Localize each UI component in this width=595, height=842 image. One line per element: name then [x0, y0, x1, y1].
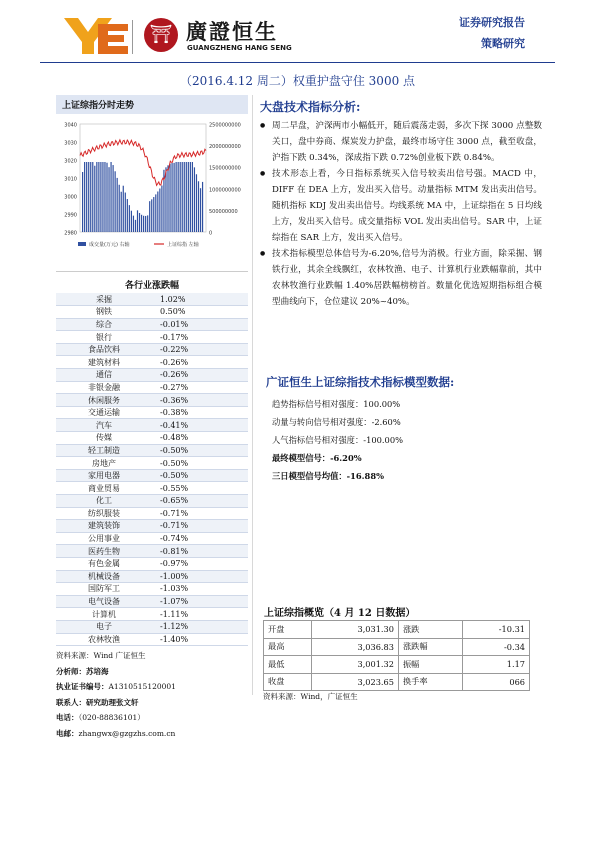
volume-bar — [161, 186, 162, 232]
table-row — [56, 482, 248, 495]
industry-name: 综合 — [56, 318, 152, 331]
volume-bar — [88, 162, 89, 232]
volume-bar — [108, 167, 109, 232]
volume-bar — [129, 205, 130, 232]
phone-value: （020-88836101） — [78, 713, 145, 723]
volume-bar — [165, 167, 166, 232]
industry-change: -0.38% — [152, 406, 248, 419]
industry-change: -0.17% — [152, 331, 248, 344]
industry-name: 商业贸易 — [56, 482, 152, 495]
brand-logo — [64, 14, 314, 60]
column-divider — [252, 95, 253, 695]
volume-bar — [194, 167, 195, 232]
intraday-chart-svg — [56, 114, 248, 272]
overview-value: 1.17 — [462, 656, 529, 674]
analysis-section — [260, 98, 542, 310]
ye-logo-icon — [64, 16, 128, 56]
industry-change: -0.81% — [152, 545, 248, 558]
industry-name: 化工 — [56, 495, 152, 508]
table-row — [56, 457, 248, 470]
industry-change: -0.26% — [152, 356, 248, 369]
volume-bar — [84, 162, 85, 232]
volume-bar — [190, 162, 191, 232]
overview-label: 振幅 — [398, 656, 462, 674]
overview-label: 开盘 — [264, 621, 312, 639]
model-data — [272, 395, 403, 485]
volume-bar — [135, 220, 136, 232]
page-title: （2016.4.12 周二）权重护盘守住 3000 点 — [179, 74, 416, 88]
industry-name: 有色金属 — [56, 557, 152, 570]
industry-change: -1.12% — [152, 620, 248, 633]
overview-value: -0.34 — [462, 638, 529, 656]
volume-bar — [143, 216, 144, 232]
industry-name: 机械设备 — [56, 570, 152, 583]
y-left-tick: 3000 — [64, 194, 77, 201]
industry-change: -1.11% — [152, 608, 248, 621]
industry-change: -0.50% — [152, 444, 248, 457]
overview-value: 066 — [462, 673, 529, 691]
industry-change: -0.97% — [152, 557, 248, 570]
volume-bar — [92, 162, 93, 232]
overview-label: 收盘 — [264, 673, 312, 691]
y-right-tick: 0 — [209, 230, 213, 237]
volume-bar — [121, 192, 122, 232]
left-source: 资料来源：Wind 广证恒生 — [56, 651, 146, 661]
overview-source: 资料来源：Wind，广证恒生 — [263, 692, 358, 701]
report-subtype: 策略研究 — [481, 37, 525, 50]
email-link[interactable]: zhangwx@gzgzhs.com.cn — [78, 728, 176, 738]
volume-bar — [157, 191, 158, 232]
contact: 联系人：研究助理张文轩 — [56, 697, 139, 707]
table-row — [56, 633, 248, 646]
industry-change: -0.48% — [152, 432, 248, 445]
industry-change: -1.07% — [152, 595, 248, 608]
industry-name: 钢铁 — [56, 306, 152, 319]
table-row — [56, 343, 248, 356]
brand-name-cn: 廣證恒生 — [186, 20, 278, 44]
industry-change: -0.71% — [152, 507, 248, 520]
legend-volume-label: 成交量(万元) 右轴 — [89, 242, 130, 248]
table-row — [56, 595, 248, 608]
industry-name: 计算机 — [56, 608, 152, 621]
volume-bar — [188, 162, 189, 232]
table-row — [56, 444, 248, 457]
table-row — [56, 495, 248, 508]
table-row — [56, 381, 248, 394]
volume-bar — [119, 185, 120, 232]
final-signal: 最终模型信号：-6.20% — [272, 453, 362, 463]
phone-line — [56, 710, 248, 726]
industry-change: -0.55% — [152, 482, 248, 495]
volume-bar — [98, 162, 99, 232]
table-row — [56, 356, 248, 369]
volume-bar — [139, 213, 140, 232]
overview-table — [263, 620, 530, 691]
industry-change: -0.50% — [152, 457, 248, 470]
volume-bar — [110, 162, 111, 232]
analysis-heading: 大盘技术指标分析: — [260, 100, 361, 114]
overview-value: -10.31 — [462, 621, 529, 639]
table-row — [56, 545, 248, 558]
volume-bar — [106, 163, 107, 232]
industry-change: -1.00% — [152, 570, 248, 583]
table-row — [56, 369, 248, 382]
volume-bar — [96, 162, 97, 232]
model-heading: 广证恒生上证综指技术指标模型数据: — [266, 375, 455, 389]
volume-bar — [202, 182, 203, 232]
volume-bar — [192, 162, 193, 232]
industry-name: 国防军工 — [56, 583, 152, 596]
volume-bar — [102, 162, 103, 232]
industry-change: 1.02% — [152, 293, 248, 306]
volume-bar — [200, 188, 201, 232]
volume-bar — [117, 178, 118, 232]
three-day-signal: 三日模型信号均值：-16.88% — [272, 471, 384, 481]
overview-label: 涨跌幅 — [398, 638, 462, 656]
volume-bar — [176, 162, 177, 232]
volume-bar — [155, 194, 156, 232]
volume-bar — [115, 171, 116, 232]
y-left-tick: 3030 — [64, 140, 77, 147]
industry-name: 农林牧渔 — [56, 633, 152, 646]
left-footer — [56, 648, 248, 741]
table-row — [56, 406, 248, 419]
volume-bar — [113, 165, 114, 232]
industry-name: 通信 — [56, 369, 152, 382]
volume-bar — [147, 215, 148, 232]
brand-name-en: GUANGZHENG HANG SENG — [187, 44, 292, 52]
volume-bar — [137, 210, 138, 232]
cert-line — [56, 679, 248, 695]
report-type: 证券研究报告 — [459, 16, 525, 29]
industry-table — [56, 293, 248, 646]
volume-bar — [145, 216, 146, 232]
overview-value: 3,001.32 — [312, 656, 399, 674]
cert-value: A1310515120001 — [108, 682, 176, 692]
overview-value: 3,031.30 — [312, 621, 399, 639]
industry-name: 医药生物 — [56, 545, 152, 558]
table-row — [264, 656, 530, 674]
volume-bar — [125, 193, 126, 232]
industry-change: -1.03% — [152, 583, 248, 596]
email-line — [56, 726, 248, 742]
y-left-tick: 3040 — [64, 122, 77, 129]
table-row — [56, 293, 248, 306]
analyst: 分析师：苏培海 — [56, 666, 109, 676]
table-row — [264, 673, 530, 691]
y-left-tick: 2990 — [64, 212, 77, 219]
report-header — [459, 14, 525, 51]
table-row — [56, 419, 248, 432]
legend-price-label: 上证综指 左轴 — [167, 242, 199, 248]
table-row — [56, 432, 248, 445]
industry-name: 房地产 — [56, 457, 152, 470]
overview-label: 涨跌 — [398, 621, 462, 639]
industry-name: 建筑材料 — [56, 356, 152, 369]
y-right-tick: 2000000000 — [209, 144, 241, 151]
momentum-signal: 动量与转向信号相对强度：-2.60% — [272, 417, 401, 427]
volume-bar — [171, 163, 172, 232]
y-left-tick: 3020 — [64, 158, 77, 165]
y-left-tick: 2980 — [64, 230, 77, 237]
trend-signal: 趋势指标信号相对强度：100.00% — [272, 399, 401, 409]
volume-bar — [127, 199, 128, 232]
table-row — [56, 532, 248, 545]
industry-change: -0.41% — [152, 419, 248, 432]
volume-bar — [100, 162, 101, 232]
industry-name: 交通运输 — [56, 406, 152, 419]
volume-bar — [104, 162, 105, 232]
industry-change: -0.22% — [152, 343, 248, 356]
volume-bar — [123, 186, 124, 232]
y-right-tick: 2500000000 — [209, 122, 241, 129]
analysis-bullet: ● 技术指标模型总体信号为-6.20%,信号为消极。行业方面，除采掘、钢铁行业，其余全线飘红，农林牧渔、电子、计算机行业跌幅靠前，其中农林牧渔行业跌幅 1.40%居跌幅榜榜首。数量化优选短期指标组合模型曲线向下，仓位建议 20%~40%。 — [260, 246, 542, 310]
industry-name: 轻工制造 — [56, 444, 152, 457]
volume-bar — [151, 199, 152, 232]
overview-label: 换手率 — [398, 673, 462, 691]
table-row — [264, 621, 530, 639]
table-row — [56, 520, 248, 533]
overview-label: 最高 — [264, 638, 312, 656]
table-row — [56, 608, 248, 621]
table-row — [56, 318, 248, 331]
table-row — [56, 507, 248, 520]
overview-value: 3,036.83 — [312, 638, 399, 656]
table-row — [56, 583, 248, 596]
volume-bar — [178, 162, 179, 232]
volume-bar — [149, 201, 150, 232]
analysis-bullet: ● 技术形态上看，今日指标系统买入信号较卖出信号强。MACD 中，DIFF 在 DEA 上方，发出买入信号。动量指标 MTM 发出卖出信号。随机指标 KDJ 发出卖出信号。均线系统 MA 中，上证综指在 5 日均线上方，发出买入信号。成交量指标 VOL 发出卖出信号。SAR 中，上证综指在 SAR 上方，发出买入信号。 — [260, 166, 542, 246]
volume-bar — [82, 172, 83, 232]
industry-name: 非银金融 — [56, 381, 152, 394]
industry-name: 银行 — [56, 331, 152, 344]
overview-heading: 上证综指概览（4 月 12 日数据） — [264, 608, 416, 619]
volume-bar — [180, 162, 181, 232]
volume-bar — [86, 162, 87, 232]
table-row — [56, 469, 248, 482]
phone-label: 电话： — [56, 713, 79, 723]
volume-bar — [186, 162, 187, 232]
industry-name: 采掘 — [56, 293, 152, 306]
volume-bar — [94, 166, 95, 232]
industry-change: -0.36% — [152, 394, 248, 407]
legend-volume-swatch — [78, 242, 86, 246]
volume-bar — [167, 165, 168, 232]
table-row — [56, 570, 248, 583]
industry-change: -0.65% — [152, 495, 248, 508]
industry-change: -0.27% — [152, 381, 248, 394]
y-left-tick: 3010 — [64, 176, 77, 183]
industry-name: 传媒 — [56, 432, 152, 445]
y-right-tick: 1000000000 — [209, 187, 241, 194]
industry-name: 汽车 — [56, 419, 152, 432]
industry-name: 电气设备 — [56, 595, 152, 608]
overview-value: 3,023.65 — [312, 673, 399, 691]
volume-bar — [169, 164, 170, 232]
volume-bar — [174, 163, 175, 232]
volume-bar — [153, 197, 154, 232]
industry-name: 建筑装饰 — [56, 520, 152, 533]
industry-name: 电子 — [56, 620, 152, 633]
industry-name: 食品饮料 — [56, 343, 152, 356]
table-row — [56, 620, 248, 633]
intraday-heading: 上证综指分时走势 — [56, 95, 248, 114]
industry-change: -0.26% — [152, 369, 248, 382]
industry-name: 休闲服务 — [56, 394, 152, 407]
industry-change: -1.40% — [152, 633, 248, 646]
industry-change: -0.01% — [152, 318, 248, 331]
table-row — [264, 638, 530, 656]
industry-change: -0.74% — [152, 532, 248, 545]
email-label: 电邮： — [56, 728, 79, 738]
industry-change: -0.71% — [152, 520, 248, 533]
volume-bar — [198, 181, 199, 232]
table-row — [56, 557, 248, 570]
seal-icon: ⛩ — [144, 18, 178, 52]
analysis-bullet: ● 周二早盘，沪深两市小幅低开，随后震荡走弱，多次下探 3000 点整数关口，盘中券商、煤炭发力护盘，最终市场守住 3000 点，截至收盘，沪指下跌 0.34%，深成指下跌 0.72%创业板下跌 0.84%。 — [260, 118, 542, 166]
sentiment-signal: 人气指标信号相对强度：-100.00% — [272, 435, 403, 445]
volume-bar — [184, 162, 185, 232]
table-row — [56, 394, 248, 407]
industry-name: 纺织服装 — [56, 507, 152, 520]
table-row — [56, 306, 248, 319]
intraday-chart — [56, 114, 248, 272]
volume-bar — [131, 211, 132, 232]
volume-bar — [182, 162, 183, 232]
volume-bar — [159, 188, 160, 232]
header-rule — [40, 62, 555, 63]
volume-bar — [133, 216, 134, 232]
cert-label: 执业证书编号： — [56, 682, 109, 692]
table-row — [56, 331, 248, 344]
industry-heading: 各行业涨跌幅 — [124, 281, 179, 291]
y-right-tick: 1500000000 — [209, 165, 241, 172]
volume-bar — [141, 215, 142, 232]
volume-bar — [196, 174, 197, 232]
industry-name: 公用事业 — [56, 532, 152, 545]
left-panel — [56, 95, 248, 741]
industry-change: -0.50% — [152, 469, 248, 482]
industry-name: 家用电器 — [56, 469, 152, 482]
logo-divider — [132, 20, 133, 54]
volume-bar — [90, 162, 91, 232]
y-right-tick: 500000000 — [209, 208, 238, 215]
industry-change: 0.50% — [152, 306, 248, 319]
overview-label: 最低 — [264, 656, 312, 674]
